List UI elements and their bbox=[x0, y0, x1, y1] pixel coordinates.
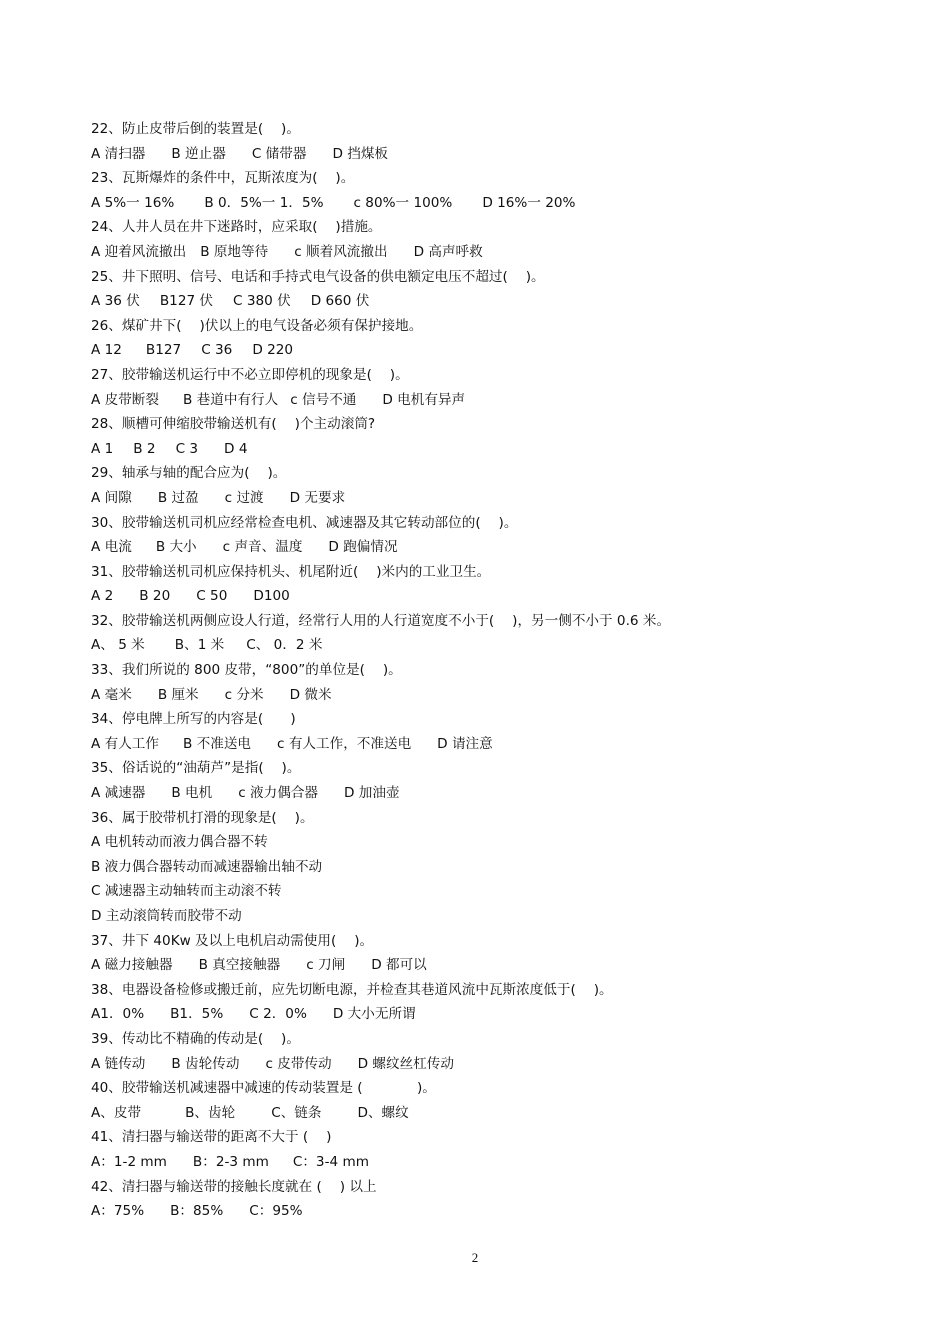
option-34-d: D 请注意 bbox=[437, 735, 493, 752]
option-31-c: C 50 bbox=[196, 588, 228, 605]
option-39-c: c 皮带传动 bbox=[265, 1055, 332, 1072]
option-26-d: D 220 bbox=[252, 342, 294, 359]
question-32: 32、胶带输送机两侧应设人行道，经常行人用的人行道宽度不小于( )，另一侧不小于 0.6 米。 bbox=[91, 612, 671, 629]
question-31: 31、胶带输送机司机应保持机头、机尾附近( )米内的工业卫生。 bbox=[91, 563, 491, 580]
option-26-b: B127 bbox=[145, 342, 182, 359]
option-35-a: A 减速器 bbox=[91, 785, 146, 802]
question-39: 39、传动比不精确的传动是( )。 bbox=[91, 1030, 300, 1047]
option-22-a: A 清扫器 bbox=[91, 145, 146, 162]
option-23-b: B 0．5%一 1．5% bbox=[204, 194, 324, 211]
option-35-b: B 电机 bbox=[171, 785, 213, 802]
option-37-a: A 磁力接触器 bbox=[91, 957, 173, 974]
question-37: 37、井下 40Kw 及以上电机启动需使用( )。 bbox=[91, 932, 374, 949]
option-30-d: D 跑偏情况 bbox=[328, 539, 398, 556]
option-30-b: B 大小 bbox=[155, 539, 197, 556]
option-37-b: B 真空接触器 bbox=[198, 957, 281, 974]
option-23-d: D 16%一 20% bbox=[482, 194, 576, 211]
option-35-c: c 液力偶合器 bbox=[238, 785, 319, 802]
option-25-b: B127 伏 bbox=[159, 293, 214, 310]
options-24 bbox=[91, 240, 891, 265]
option-26-a: A 12 bbox=[91, 342, 122, 359]
option-31-d: D100 bbox=[253, 588, 290, 605]
question-24: 24、人井人员在井下迷路时，应采取( )措施。 bbox=[91, 219, 382, 236]
option-27-d: D 电机有异声 bbox=[382, 391, 466, 408]
options-28 bbox=[91, 437, 891, 462]
option-31-a: A 2 bbox=[91, 588, 114, 605]
option-27-c: c 信号不通 bbox=[290, 391, 357, 408]
option-36-a: A 电机转动而液力偶合器不转 bbox=[91, 834, 268, 851]
option-42-c: C：95% bbox=[249, 1203, 303, 1220]
question-34: 34、停电牌上所写的内容是( ) bbox=[91, 711, 296, 728]
option-38-d: D 大小无所谓 bbox=[332, 1006, 416, 1023]
option-40-c: C、链条 bbox=[271, 1104, 322, 1121]
option-40-b: B、齿轮 bbox=[185, 1104, 236, 1121]
options-27 bbox=[91, 388, 891, 413]
option-42-a: A：75% bbox=[91, 1203, 145, 1220]
option-28-b: B 2 bbox=[133, 440, 156, 457]
option-39-b: B 齿轮传动 bbox=[171, 1055, 240, 1072]
option-39-d: D 螺纹丝杠传动 bbox=[357, 1055, 454, 1072]
option-32-c: C、 0．2 米 bbox=[246, 637, 323, 654]
options-42 bbox=[91, 1199, 891, 1224]
option-36-d: D 主动滚筒转而胶带不动 bbox=[91, 908, 242, 924]
option-35-d: D 加油壶 bbox=[344, 785, 400, 802]
question-33: 33、我们所说的 800 皮带，“800”的单位是( )。 bbox=[91, 662, 402, 679]
options-34 bbox=[91, 732, 891, 757]
options-35 bbox=[91, 781, 891, 806]
options-26 bbox=[91, 338, 891, 363]
options-31 bbox=[91, 584, 891, 609]
options-30 bbox=[91, 535, 891, 560]
option-28-a: A 1 bbox=[91, 440, 114, 457]
option-29-b: B 过盈 bbox=[157, 489, 199, 506]
question-30: 30、胶带输送机司机应经常检查电机、减速器及其它转动部位的( )。 bbox=[91, 514, 518, 531]
question-42: 42、清扫器与输送带的接触长度就在 ( ) 以上 bbox=[91, 1178, 377, 1195]
option-22-c: C 储带器 bbox=[251, 145, 307, 162]
options-38 bbox=[91, 1002, 891, 1027]
option-24-d: D 高声呼救 bbox=[413, 243, 483, 260]
question-38: 38、电器设备检修或搬迁前，应先切断电源，并检查其巷道风流中瓦斯浓度低于( )。 bbox=[91, 981, 613, 998]
options-41 bbox=[91, 1150, 891, 1175]
option-27-b: B 巷道中有行人 bbox=[183, 391, 279, 408]
document-page bbox=[91, 117, 891, 1224]
option-26-c: C 36 bbox=[201, 342, 233, 359]
option-28-d: D 4 bbox=[224, 440, 248, 457]
option-40-d: D、螺纹 bbox=[357, 1104, 409, 1121]
options-33 bbox=[91, 683, 891, 708]
question-29: 29、轴承与轴的配合应为( )。 bbox=[91, 465, 287, 482]
option-29-d: D 无要求 bbox=[289, 489, 346, 506]
option-38-a: A1．0% bbox=[91, 1006, 145, 1023]
option-42-b: B：85% bbox=[170, 1203, 224, 1220]
options-25 bbox=[91, 289, 891, 314]
option-41-a: A：1-2 mm bbox=[91, 1153, 167, 1170]
option-34-c: c 有人工作，不准送电 bbox=[277, 735, 412, 752]
option-25-a: A 36 伏 bbox=[91, 293, 140, 310]
option-38-c: C 2．0% bbox=[249, 1006, 307, 1023]
option-36-b: B 液力偶合器转动而减速器输出轴不动 bbox=[91, 858, 323, 875]
question-23: 23、瓦斯爆炸的条件中，瓦斯浓度为( )。 bbox=[91, 170, 355, 187]
question-26: 26、煤矿井下( )伏以上的电气设备必须有保护接地。 bbox=[91, 317, 423, 334]
option-41-c: C：3-4 mm bbox=[292, 1153, 369, 1170]
option-33-a: A 毫米 bbox=[91, 686, 132, 703]
option-28-c: C 3 bbox=[175, 440, 199, 457]
option-30-a: A 电流 bbox=[91, 539, 132, 556]
option-37-c: c 刀闸 bbox=[306, 957, 346, 974]
options-39 bbox=[91, 1052, 891, 1077]
question-25: 25、井下照明、信号、电话和手持式电气设备的供电额定电压不超过( )。 bbox=[91, 268, 545, 285]
option-24-a: A 迎着风流撤出 bbox=[91, 243, 187, 260]
option-39-a: A 链传动 bbox=[91, 1055, 146, 1072]
option-23-a: A 5%一 16% bbox=[91, 194, 175, 211]
options-23 bbox=[91, 191, 891, 216]
option-33-d: D 微米 bbox=[289, 686, 332, 703]
option-34-b: B 不准送电 bbox=[183, 735, 252, 752]
option-38-b: B1．5% bbox=[170, 1006, 224, 1023]
option-30-c: c 声音、温度 bbox=[222, 539, 303, 556]
option-32-b: B、1 米 bbox=[174, 637, 225, 654]
option-29-a: A 间隙 bbox=[91, 489, 132, 506]
options-22 bbox=[91, 142, 891, 167]
question-36: 36、属于胶带机打滑的现象是( )。 bbox=[91, 809, 314, 826]
options-40 bbox=[91, 1101, 891, 1126]
option-34-a: A 有人工作 bbox=[91, 735, 159, 752]
question-22: 22、防止皮带后倒的装置是( )。 bbox=[91, 121, 300, 137]
option-25-d: D 660 伏 bbox=[310, 293, 370, 310]
question-35: 35、俗话说的“油葫芦”是指( )。 bbox=[91, 760, 301, 777]
option-36-c: C 减速器主动轴转而主动滚不转 bbox=[91, 883, 282, 900]
options-29 bbox=[91, 486, 891, 511]
option-32-a: A、 5 米 bbox=[91, 637, 145, 654]
option-41-b: B：2-3 mm bbox=[192, 1153, 269, 1170]
page-number: 2 bbox=[471, 1250, 479, 1265]
option-33-c: c 分米 bbox=[224, 686, 264, 703]
option-25-c: C 380 伏 bbox=[233, 293, 291, 310]
question-41: 41、清扫器与输送带的距离不大于 ( ) bbox=[91, 1129, 332, 1146]
option-40-a: A、皮带 bbox=[91, 1104, 142, 1121]
option-37-d: D 都可以 bbox=[371, 957, 427, 974]
option-22-b: B 逆止器 bbox=[171, 145, 226, 162]
option-24-c: c 顺着风流撤出 bbox=[294, 243, 388, 260]
question-27: 27、胶带输送机运行中不必立即停机的现象是( )。 bbox=[91, 366, 409, 383]
option-27-a: A 皮带断裂 bbox=[91, 391, 159, 408]
options-37 bbox=[91, 953, 891, 978]
options-32 bbox=[91, 633, 891, 658]
option-33-b: B 厘米 bbox=[157, 686, 199, 703]
question-40: 40、胶带输送机减速器中减速的传动装置是 ( )。 bbox=[91, 1080, 436, 1097]
option-22-d: D 挡煤板 bbox=[332, 145, 389, 162]
question-28: 28、顺槽可伸缩胶带输送机有( )个主动滚筒? bbox=[91, 416, 376, 433]
option-31-b: B 20 bbox=[139, 588, 171, 605]
option-24-b: B 原地等待 bbox=[200, 243, 269, 260]
option-29-c: c 过渡 bbox=[224, 489, 264, 506]
option-23-c: c 80%一 100% bbox=[353, 194, 453, 211]
